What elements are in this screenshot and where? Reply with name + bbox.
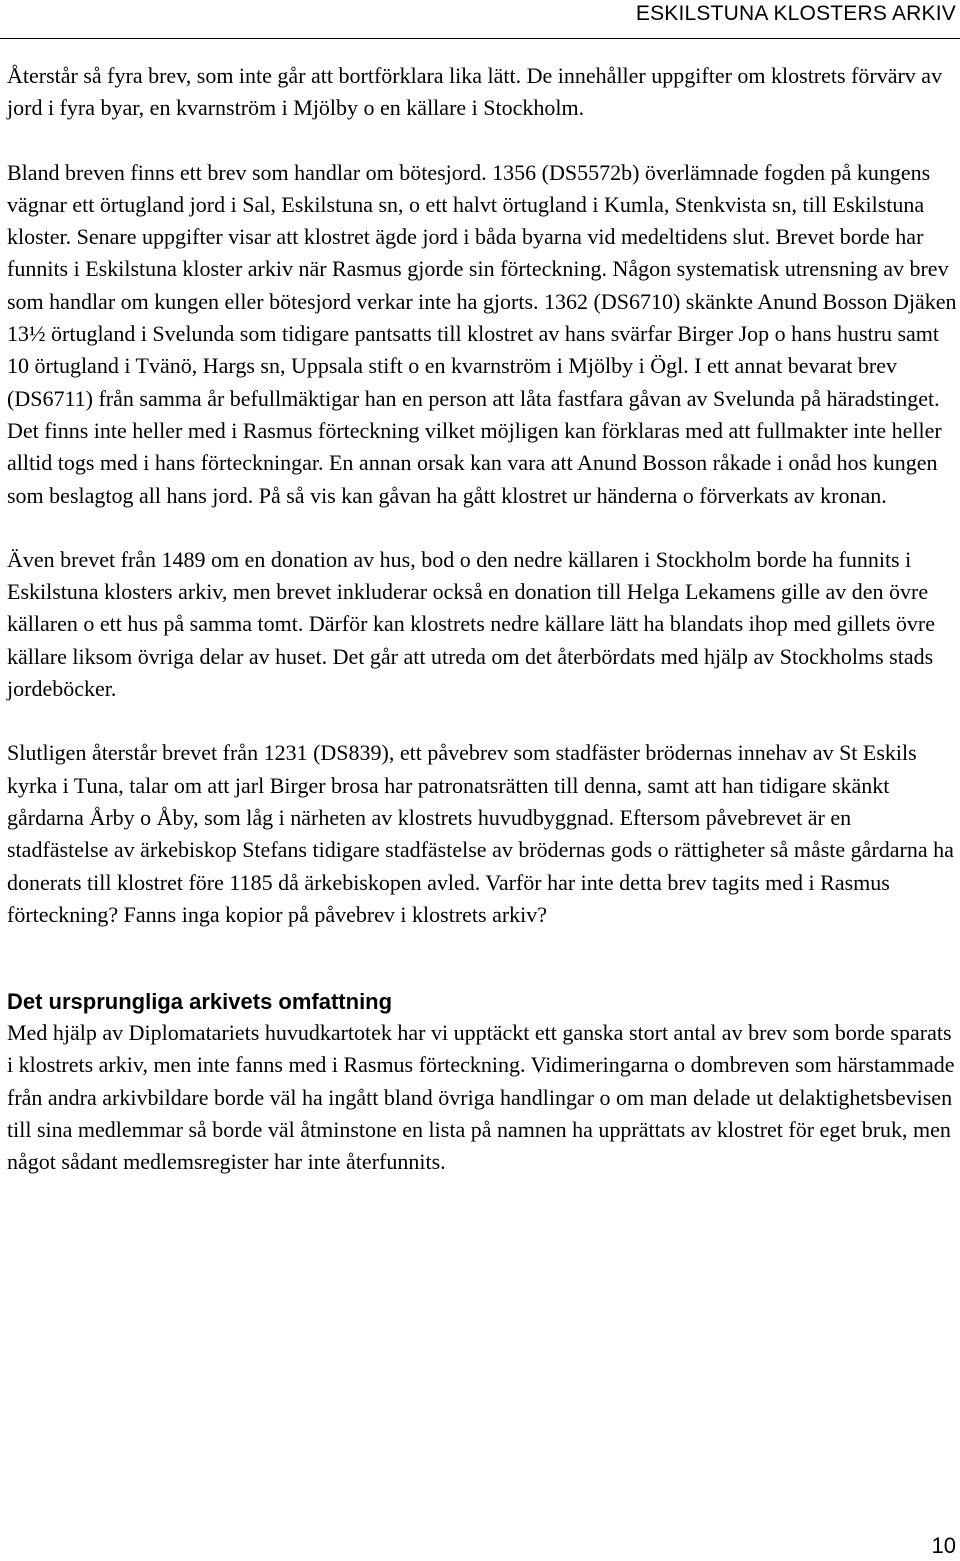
- paragraph-4: Slutligen återstår brevet från 1231 (DS839), ett påvebrev som stadfäster brödernas innehav av St Eskils kyrka i Tuna, talar om att jarl Birger brosa har patronatsrätten till denna, samt att han tidigare skänkt gårdarna Årby o Åby, som låg i närheten av klostrets huvudbyggnad. Eftersom påvebrevet är en stadfästelse av ärkebiskop Stefans tidigare stadfästelse av brödernas gods o rättigheter så måste gårdarna ha donerats till klostret före 1185 då ärkebiskopen avled. Varför har inte detta brev tagits med i Rasmus förteckning? Fanns inga kopior på påvebrev i klostrets arkiv?: [7, 740, 954, 927]
- paragraph-1: Återstår så fyra brev, som inte går att bortförklara lika lätt. De innehåller uppgifter om klostrets förvärv av jord i fyra byar, en kvarnström i Mjölby o en källare i Stockholm.: [7, 63, 943, 121]
- paragraph-spacer: [7, 512, 957, 544]
- paragraph-spacer: [7, 125, 957, 157]
- paragraph-3: Även brevet från 1489 om en donation av hus, bod o den nedre källaren i Stockholm borde ha funnits i Eskilstuna klosters arkiv, men brevet inkluderar också en donation till Helga Lekamens gille av den övre källaren o ett hus på samma tomt. Därför kan klostrets nedre källare lätt ha blandats ihop med gillets övre källare liksom övriga delar av huset. Det går att utreda om det återbördats med hjälp av Stockholms stads jordeböcker.: [7, 546, 935, 702]
- page-number: 10: [931, 1533, 956, 1558]
- paragraph-2: Bland breven finns ett brev som handlar om bötesjord. 1356 (DS5572b) överlämnade fogden på kungens vägnar ett örtugland jord i Sal, Eskilstuna sn, o ett halvt örtugland i Kumla, Stenkvista sn, till Eskilstuna kloster. Senare uppgifter visar att klostret ägde jord i båda byarna vid medeltidens slut. Brevet borde har funnits i Eskilstuna kloster arkiv när Rasmus gjorde sin förteckning. Någon systematisk utrensning av brev som handlar om kungen eller bötesjord verkar inte ha gjorts. 1362 (DS6710) skänkte Anund Bosson Djäken 13½ örtugland i Svelunda som tidigare pantsatts till klostret av hans svärfar Birger Jop o hans hustru samt 10 örtugland i Tvänö, Hargs sn, Uppsala stift o en kvarnström i Mjölby i Ögl. I ett annat bevarat brev (DS6711) från samma år befullmäktigar han en person att låta fastfara gåvan av Svelunda på häradstinget. Det finns inte heller med i Rasmus förteckning vilket möjligen kan förklaras med att fullmakter inte heller alltid togs med i hans förteckningar. En annan orsak kan vara att Anund Bosson råkade i onåd hos kungen som beslagtog all hans jord. På så vis kan gåvan ha gått klostret ur händerna o förverkats av kronan.: [7, 159, 957, 508]
- section-paragraph: Med hjälp av Diplomatariets huvudkartotek har vi upptäckt ett ganska stort antal av brev som borde sparats i klostrets arkiv, men inte fanns med i Rasmus förteckning. Vidimeringarna o dombreven som härstammade från andra arkivbildare borde väl ha ingått bland övriga handlingar o om man delade ut delaktighetsbevisen till sina medlemmar så borde väl åtminstone en lista på namnen ha upprättats av klostret för eget bruk, men något sådant medlemsregister har inte återfunnits.: [7, 1020, 955, 1175]
- header-divider: [0, 38, 960, 39]
- section-heading: Det ursprungliga arkivets omfattning: [7, 989, 393, 1015]
- section-spacer: [7, 931, 957, 987]
- document-body: [7, 60, 957, 1179]
- running-header: ESKILSTUNA KLOSTERS ARKIV: [635, 2, 956, 25]
- paragraph-spacer: [7, 705, 957, 737]
